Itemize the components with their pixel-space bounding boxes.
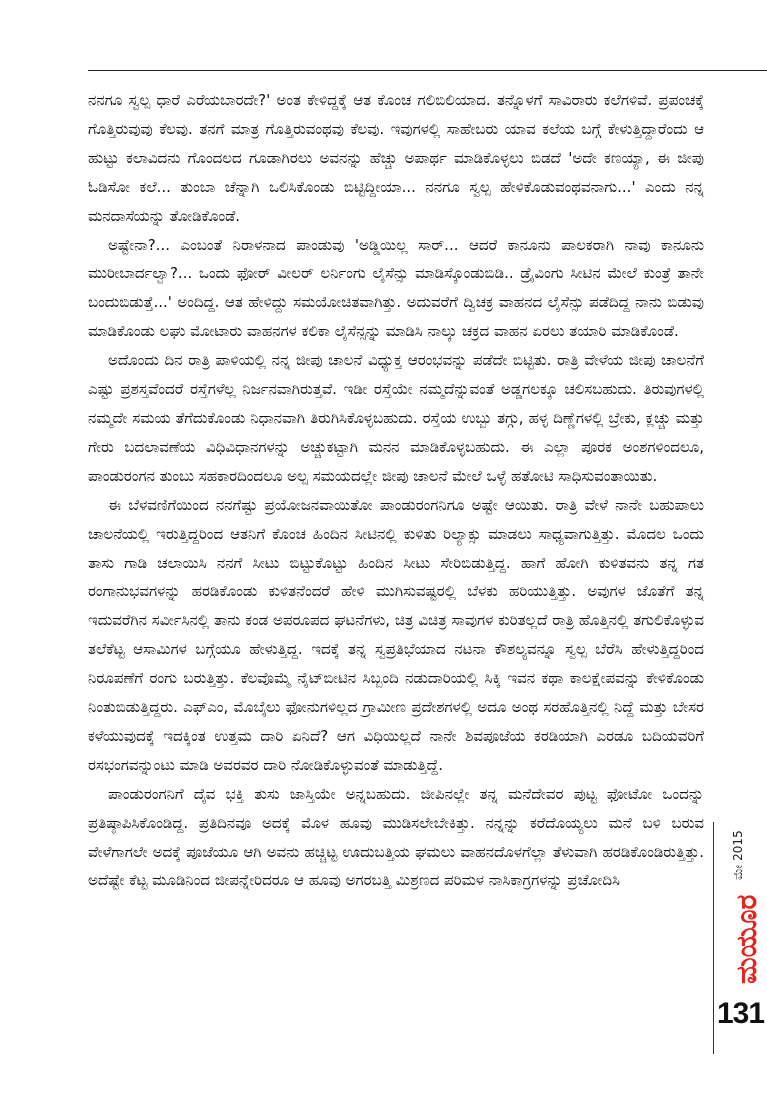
paragraph: ನನಗೂ ಸ್ವಲ್ಪ ಧಾರೆ ಎರೆಯಬಾರದೇ?' ಅಂತ ಕೇಳಿದ್ದಕ್ಕೆ ಆತ ಕೊಂಚ ಗಲಿಬಿಲಿಯಾದ. ತನ್ನೊಳಗೆ ಸಾವಿರಾರು ಕಲೆಗಳಿವೆ. ಪ್ರಪಂಚಕ್ಕೆ ಗೊತ್ತಿರುವುವು ಕೆಲವು. ತನಗೆ ಮಾತ್ರ ಗೊತ್ತಿರುವಂಥವು ಕೆಲವು. ಇವುಗಳಲ್ಲಿ ಸಾಹೇಬರು ಯಾವ ಕಲೆಯ ಬಗ್ಗೆ ಕೇಳುತ್ತಿದ್ದಾರೆಂದು ಆ ಹುಟ್ಟು ಕಲಾವಿದನು ಗೊಂದಲದ ಗೂಡಾಗಿರಲು ಅವನನ್ನು ಹೆಚ್ಚು ಅಪಾರ್ಥ ಮಾಡಿಕೊಳ್ಳಲು ಬಿಡದೆ 'ಅದೇ ಕಣಯ್ಯಾ, ಈ ಜೀಪು ಓಡಿಸೋ ಕಲೆ... ತುಂಬಾ ಚೆನ್ನಾಗಿ ಒಲಿಸಿಕೊಂಡು ಬಿಟ್ಟಿದ್ದೀಯಾ... ನನಗೂ ಸ್ವಲ್ಪ ಹೇಳಿಕೊಡುವಂಥವನಾಗು...' ಎಂದು ನನ್ನ ಮನದಾಸೆಯನ್ನು ತೋಡಿಕೊಂಡೆ. <box>88 91 704 225</box>
paragraph: ಅಷ್ಟೇನಾ?... ಎಂಬಂತೆ ನಿರಾಳನಾದ ಪಾಂಡುವು 'ಅಡ್ಡಿಯಿಲ್ಲ ಸಾರ್... ಆದರೆ ಕಾನೂನು ಪಾಲಕರಾಗಿ ನಾವು ಕಾನೂನು ಮುರೀಬಾರ್ದಲ್ವಾ?... ಒಂದು ಫೋರ್ ವೀಲರ್ ಲರ್ನಿಂಗು ಲೈಸೆನ್ಸು ಮಾಡಿಸ್ಕೊಂಡುಬಿಡಿ.. ಡ್ರೈವಿಂಗು ಸೀಟಿನ ಮೇಲೆ ಕುಂತ್ರೆ ತಾನೇ ಬಂದುಬಿಡುತ್ತೆ...' ಅಂದಿದ್ದ. ಆತ ಹೇಳಿದ್ದು ಸಮಯೋಚಿತವಾಗಿತ್ತು. ಅದುವರೆಗೆ ದ್ವಿಚಕ್ರ ವಾಹನದ ಲೈಸೆನ್ಸು ಪಡೆದಿದ್ದ ನಾನು ಬಿಡುವು ಮಾಡಿಕೊಂಡು ಲಘು ಮೋಟಾರು ವಾಹನಗಳ ಕಲಿಕಾ ಲೈಸೆನ್ಸನ್ನು ಮಾಡಿಸಿ ನಾಲ್ಕು ಚಕ್ರದ ವಾಹನ ಏರಲು ತಯಾರಿ ಮಾಡಿಕೊಂಡೆ. <box>88 235 704 341</box>
article-body <box>88 86 704 895</box>
header-rule <box>88 70 767 71</box>
issue-date: ಮೇ 2015 <box>731 830 745 880</box>
paragraph: ಈ ಬೆಳವಣಿಗೆಯಿಂದ ನನಗೆಷ್ಟು ಪ್ರಯೋಜನವಾಯಿತೋ ಪಾಂಡುರಂಗನಿಗೂ ಅಷ್ಟೇ ಆಯಿತು. ರಾತ್ರಿ ವೇಳೆ ನಾನೇ ಬಹುಪಾಲು ಚಾಲನೆಯಲ್ಲಿ ಇರುತ್ತಿದ್ದರಿಂದ ಆತನಿಗೆ ಕೊಂಚ ಹಿಂದಿನ ಸೀಟಿನಲ್ಲಿ ಕುಳಿತು ರಿಲ್ಯಾಕ್ಸು ಮಾಡಲು ಸಾಧ್ಯವಾಗುತ್ತಿತ್ತು. ಮೊದಲ ಒಂದು ತಾಸು ಗಾಡಿ ಚಲಾಯಿಸಿ ನನಗೆ ಸೀಟು ಬಿಟ್ಟುಕೊಟ್ಟು ಹಿಂದಿನ ಸೀಟು ಸೇರಿಬಿಡುತ್ತಿದ್ದ. ಹಾಗೆ ಹೋಗಿ ಕುಳಿತವನು ತನ್ನ ಗತ ರಂಗಾನುಭವಗಳನ್ನು ಹರಡಿಕೊಂಡು ಕುಳಿತನೆಂದರೆ ಹೇಳಿ ಮುಗಿಸುವಷ್ಟರಲ್ಲಿ ಬೆಳಕು ಹರಿಯುತ್ತಿತ್ತು. ಅವುಗಳ ಜೊತೆಗೆ ತನ್ನ ಇದುವರೆಗಿನ ಸರ್ವೀಸಿನಲ್ಲಿ ತಾನು ಕಂಡ ಅಪರೂಪದ ಘಟನೆಗಳು, ಚಿತ್ರ ವಿಚಿತ್ರ ಸಾವುಗಳ ಕುರಿತಲ್ಲದೆ ರಾತ್ರಿ ಹೊತ್ತಿನಲ್ಲಿ ತಗುಲಿಕೊಳ್ಳುವ ತಲೆಕೆಟ್ಟ ಆಸಾಮಿಗಳ ಬಗ್ಗೆಯೂ ಹೇಳುತ್ತಿದ್ದ. ಇದಕ್ಕೆ ತನ್ನ ಸ್ವಪ್ರತಿಭೆಯಾದ ನಟನಾ ಕೌಶಲ್ಯವನ್ನೂ ಸ್ವಲ್ಪ ಬೆರೆಸಿ ಹೇಳುತ್ತಿದ್ದರಿಂದ ನಿರೂಪಣೆಗೆ ರಂಗು ಬರುತ್ತಿತ್ತು. ಕೆಲವೊಮ್ಮೆ ನೈಟ್‌ಬೀಟಿನ ಸಿಬ್ಬಂದಿ ನಡುದಾರಿಯಲ್ಲಿ ಸಿಕ್ಕಿ ಇವನ ಕಥಾ ಕಾಲಕ್ಷೇಪವನ್ನು ಕೇಳಿಕೊಂಡು ನಿಂತುಬಿಡುತ್ತಿದ್ದರು. ಎಫ್‌ಎಂ, ಮೊಬೈಲು ಫೋನುಗಳಿಲ್ಲದ ಗ್ರಾಮೀಣ ಪ್ರದೇಶಗಳಲ್ಲಿ ಅದೂ ಅಂಥ ಸರಹೊತ್ತಿನಲ್ಲಿ ನಿದ್ದೆ ಮತ್ತು ಬೇಸರ ಕಳೆಯುವುದಕ್ಕೆ ಇದಕ್ಕಿಂತ ಉತ್ತಮ ದಾರಿ ಏನಿದೆ? ಆಗ ವಿಧಿಯಿಲ್ಲದೆ ನಾನೇ ಶಿವಪೂಜೆಯ ಕರಡಿಯಾಗಿ ಎರಡೂ ಬದಿಯವರಿಗೆ ರಸಭಂಗವನ್ನುಂಟು ಮಾಡಿ ಅವರವರ ದಾರಿ ನೋಡಿಕೊಳ್ಳುವಂತೆ ಮಾಡುತ್ತಿದ್ದೆ. <box>88 495 704 774</box>
magazine-logo: ಮಯೂರ <box>730 894 763 984</box>
masthead-vertical <box>718 822 764 987</box>
margin-rule <box>713 822 714 1054</box>
magazine-masthead <box>718 822 764 987</box>
paragraph: ಅದೊಂದು ದಿನ ರಾತ್ರಿ ಪಾಳಿಯಲ್ಲಿ ನನ್ನ ಜೀಪು ಚಾಲನೆ ವಿಧ್ಯುಕ್ತ ಆರಂಭವನ್ನು ಪಡೆದೇ ಬಿಟ್ಟಿತು. ರಾತ್ರಿ ವೇಳೆಯ ಜೀಪು ಚಾಲನೆಗೆ ಎಷ್ಟು ಪ್ರಶಸ್ತವೆಂದರೆ ರಸ್ತೆಗಳೆಲ್ಲ ನಿರ್ಜನವಾಗಿರುತ್ತವೆ. ಇಡೀ ರಸ್ತೆಯೇ ನಮ್ಮದೆನ್ನುವಂತೆ ಅಡ್ಡಗಲಕ್ಕೂ ಚಲಿಸಬಹುದು. ತಿರುವುಗಳಲ್ಲಿ ನಮ್ಮದೇ ಸಮಯ ತೆಗೆದುಕೊಂಡು ನಿಧಾನವಾಗಿ ತಿರುಗಿಸಿಕೊಳ್ಳಬಹುದು. ರಸ್ತೆಯ ಉಬ್ಬು ತಗ್ಗು, ಹಳ್ಳ ದಿಣ್ಣೆಗಳಲ್ಲಿ ಬ್ರೇಕು, ಕ್ಲಚ್ಚು ಮತ್ತು ಗೇರು ಬದಲಾವಣೆಯ ವಿಧಿವಿಧಾನಗಳನ್ನು ಅಚ್ಚುಕಟ್ಟಾಗಿ ಮನನ ಮಾಡಿಕೊಳ್ಳಬಹುದು. ಈ ಎಲ್ಲಾ ಪೂರಕ ಅಂಶಗಳಿಂದಲೂ, ಪಾಂಡುರಂಗನ ತುಂಬು ಸಹಕಾರದಿಂದಲೂ ಅಲ್ಪ ಸಮಯದಲ್ಲೇ ಜೀಪು ಚಾಲನೆ ಮೇಲೆ ಒಳ್ಳೆ ಹತೋಟಿ ಸಾಧಿಸುವಂತಾಯಿತು. <box>88 351 704 485</box>
page-number: 131 <box>717 997 765 1030</box>
paragraph: ಪಾಂಡುರಂಗನಿಗೆ ದೈವ ಭಕ್ತಿ ತುಸು ಜಾಸ್ತಿಯೇ ಅನ್ನಬಹುದು. ಜೀಪಿನಲ್ಲೇ ತನ್ನ ಮನೆದೇವರ ಪುಟ್ಟ ಫೋಟೋ ಒಂದನ್ನು ಪ್ರತಿಷ್ಠಾಪಿಸಿಕೊಂಡಿದ್ದ. ಪ್ರತಿದಿನವೂ ಅದಕ್ಕೆ ಮೊಳ ಹೂವು ಮುಡಿಸಲೇಬೇಕಿತ್ತು. ನನ್ನನ್ನು ಕರೆದೊಯ್ಯಲು ಮನೆ ಬಳಿ ಬರುವ ವೇಳೆಗಾಗಲೇ ಅದಕ್ಕೆ ಪೂಜೆಯೂ ಆಗಿ ಅವನು ಹಚ್ಚಿಟ್ಟ ಊದುಬತ್ತಿಯ ಘಮಲು ವಾಹನದೊಳಗೆಲ್ಲಾ ತೆಳುವಾಗಿ ಹರಡಿಕೊಂಡಿರುತ್ತಿತ್ತು. ಅದೆಷ್ಟೇ ಕೆಟ್ಟ ಮೂಡಿನಿಂದ ಜೀಪನ್ನೇರಿದರೂ ಆ ಹೂವು ಅಗರಬತ್ತಿ ಮಿಶ್ರಣದ ಪರಿಮಳ ನಾಸಿಕಾಗ್ರಗಳನ್ನು ಪ್ರಚೋದಿಸಿ <box>88 784 704 890</box>
